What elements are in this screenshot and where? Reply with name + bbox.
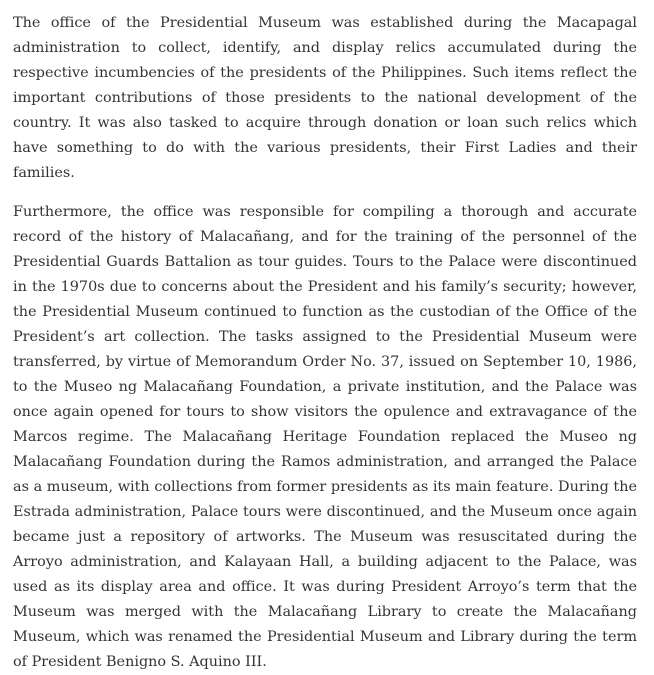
paragraph-museum-establishment: The office of the Presidential Museum was established during the Macapagal administration to collect, identify, and display relics accumulated during the respective incumbencies of the presidents of the Philippines. Such items reflect the important contributions of those presidents to the national development of the country. It was also tasked to acquire through donation or loan such relics which have something to do with the various presidents, their First Ladies and their families. — [13, 15, 637, 181]
paragraph-museum-history: Furthermore, the office was responsible for compiling a thorough and accurate record of the history of Malacañang, and for the training of the personnel of the Presidential Guards Battalion as tour guides. Tours to the Palace were discontinued in the 1970s due to concerns about the President and his family’s security; however, the Presidential Museum continued to function as the custodian of the Office of the President’s art collection. The tasks assigned to the Presidential Museum were transferred, by virtue of Memorandum Order No. 37, issued on September 10, 1986, to the Museo ng Malacañang Foundation, a private institution, and the Palace was once again opened for tours to show visitors the opulence and extravagance of the Marcos regime. The Malacañang Heritage Foundation replaced the Museo ng Malacañang Foundation during the Ramos administration, and arranged the Palace as a museum, with collections from former presidents as its main feature. During the Estrada administration, Palace tours were discontinued, and the Museum once again became just a repository of artworks. The Museum was resuscitated during the Arroyo administration, and Kalayaan Hall, a building adjacent to the Palace, was used as its display area and office. It was during President Arroyo’s term that the Museum was merged with the Malacañang Library to create the Malacañang Museum, which was renamed the Presidential Museum and Library during the term of President Benigno S. Aquino III. — [13, 204, 637, 670]
